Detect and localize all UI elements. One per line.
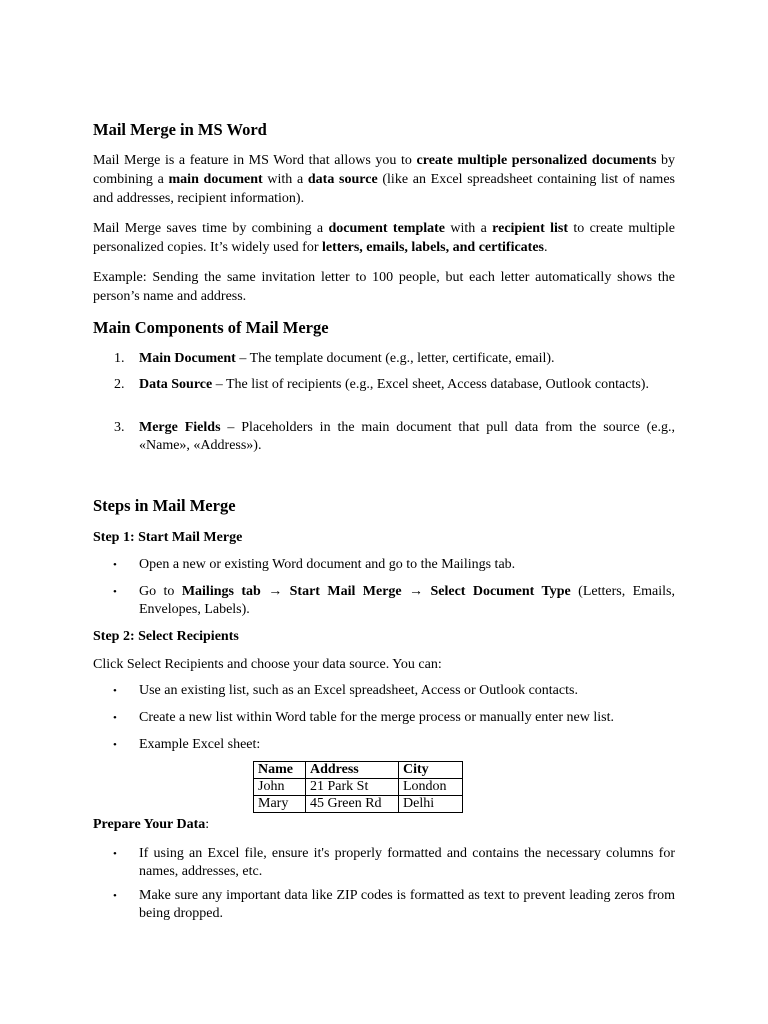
table-cell: Mary — [254, 796, 306, 813]
bold-run: recipient list — [492, 221, 568, 236]
bold-run: Main Document — [139, 351, 236, 366]
bold-run: letters, emails, labels, and certificates — [322, 240, 544, 255]
bullet-icon: • — [113, 848, 117, 860]
text-run: . — [544, 240, 548, 255]
text-run: Go to — [139, 584, 182, 599]
text-run: with a — [262, 172, 308, 187]
step2-title: Step 2: Select Recipients — [93, 629, 239, 644]
list-number: 1. — [114, 351, 125, 366]
text-run: (like an Excel spreadsheet containing list of names and addresses, recipient information). — [93, 172, 675, 206]
bullet-icon: • — [113, 739, 117, 751]
list-item: Make sure any important data like ZIP codes is formatted as text to prevent leading zeros from being dropped. — [139, 888, 675, 921]
list-item: Example Excel sheet: — [139, 737, 261, 752]
bullet-icon: • — [113, 890, 117, 902]
bullet-icon: • — [113, 712, 117, 724]
list-item: Create a new list within Word table for the merge process or manually enter new list. — [139, 710, 614, 725]
page-title: Mail Merge in MS Word — [93, 120, 267, 139]
bullet-icon: • — [113, 559, 117, 571]
example-paragraph: Example: Sending the same invitation letter to 100 people, but each letter automatically shows the person’s name and address. — [93, 270, 675, 304]
text-run: – Placeholders in the main document that pull data from the source (e.g., «Name», «Address»). — [139, 420, 675, 453]
bold-run: main document — [168, 172, 263, 187]
list-item — [139, 350, 675, 368]
step2-intro: Click Select Recipients and choose your data source. You can: — [93, 657, 442, 672]
text-run: – The list of recipients (e.g., Excel sheet, Access database, Outlook contacts). — [212, 377, 649, 392]
step1-title: Step 1: Start Mail Merge — [93, 530, 243, 545]
list-item — [139, 583, 675, 618]
table-cell: 45 Green Rd — [306, 796, 399, 813]
text-run: Mail Merge saves time by combining a — [93, 221, 329, 236]
bold-run: Mailings tab → Start Mail Merge → Select Document Type — [181, 584, 571, 599]
bullet-icon: • — [113, 586, 117, 598]
list-item: Open a new or existing Word document and go to the Mailings tab. — [139, 557, 516, 572]
prepare-heading — [93, 815, 675, 834]
components-heading: Main Components of Mail Merge — [93, 318, 329, 337]
bullet-icon: • — [113, 685, 117, 697]
bold-run: data source — [307, 172, 378, 187]
bold-run: Prepare Your Data — [93, 817, 206, 832]
intro-paragraph — [93, 151, 675, 208]
table-row — [254, 779, 463, 796]
bold-run: create multiple personalized documents — [416, 153, 657, 168]
table-cell: John — [254, 779, 306, 796]
table-cell: Delhi — [399, 796, 463, 813]
text-run: (Letters, Emails, Envelopes, Labels). — [139, 584, 675, 617]
bold-run: document template — [328, 221, 445, 236]
text-run: : — [205, 817, 210, 832]
text-run: with a — [445, 221, 493, 236]
table-header: Address — [306, 762, 399, 779]
table-header: Name — [254, 762, 306, 779]
list-number: 2. — [114, 377, 125, 392]
list-item — [139, 419, 675, 454]
list-item: Use an existing list, such as an Excel spreadsheet, Access or Outlook contacts. — [139, 683, 578, 698]
table-row — [254, 796, 463, 813]
list-number: 3. — [114, 420, 125, 435]
example-excel-table — [253, 761, 463, 813]
text-run: – The template document (e.g., letter, certificate, email). — [235, 351, 555, 366]
bold-run: Data Source — [139, 377, 213, 392]
list-item — [139, 376, 675, 394]
text-run: by combining a — [93, 153, 675, 187]
bold-run: Merge Fields — [139, 420, 221, 435]
text-run: Mail Merge is a feature in MS Word that allows you to — [93, 153, 417, 168]
text-run: to create multiple personalized copies. It’s widely used for — [93, 221, 675, 255]
table-cell: London — [399, 779, 463, 796]
table-cell: 21 Park St — [306, 779, 399, 796]
list-item: If using an Excel file, ensure it's properly formatted and contains the necessary columns for names, addresses, etc. — [139, 846, 675, 879]
steps-heading: Steps in Mail Merge — [93, 496, 236, 515]
table-header: City — [399, 762, 463, 779]
saves-paragraph — [93, 219, 675, 257]
table-header-row — [254, 762, 463, 779]
